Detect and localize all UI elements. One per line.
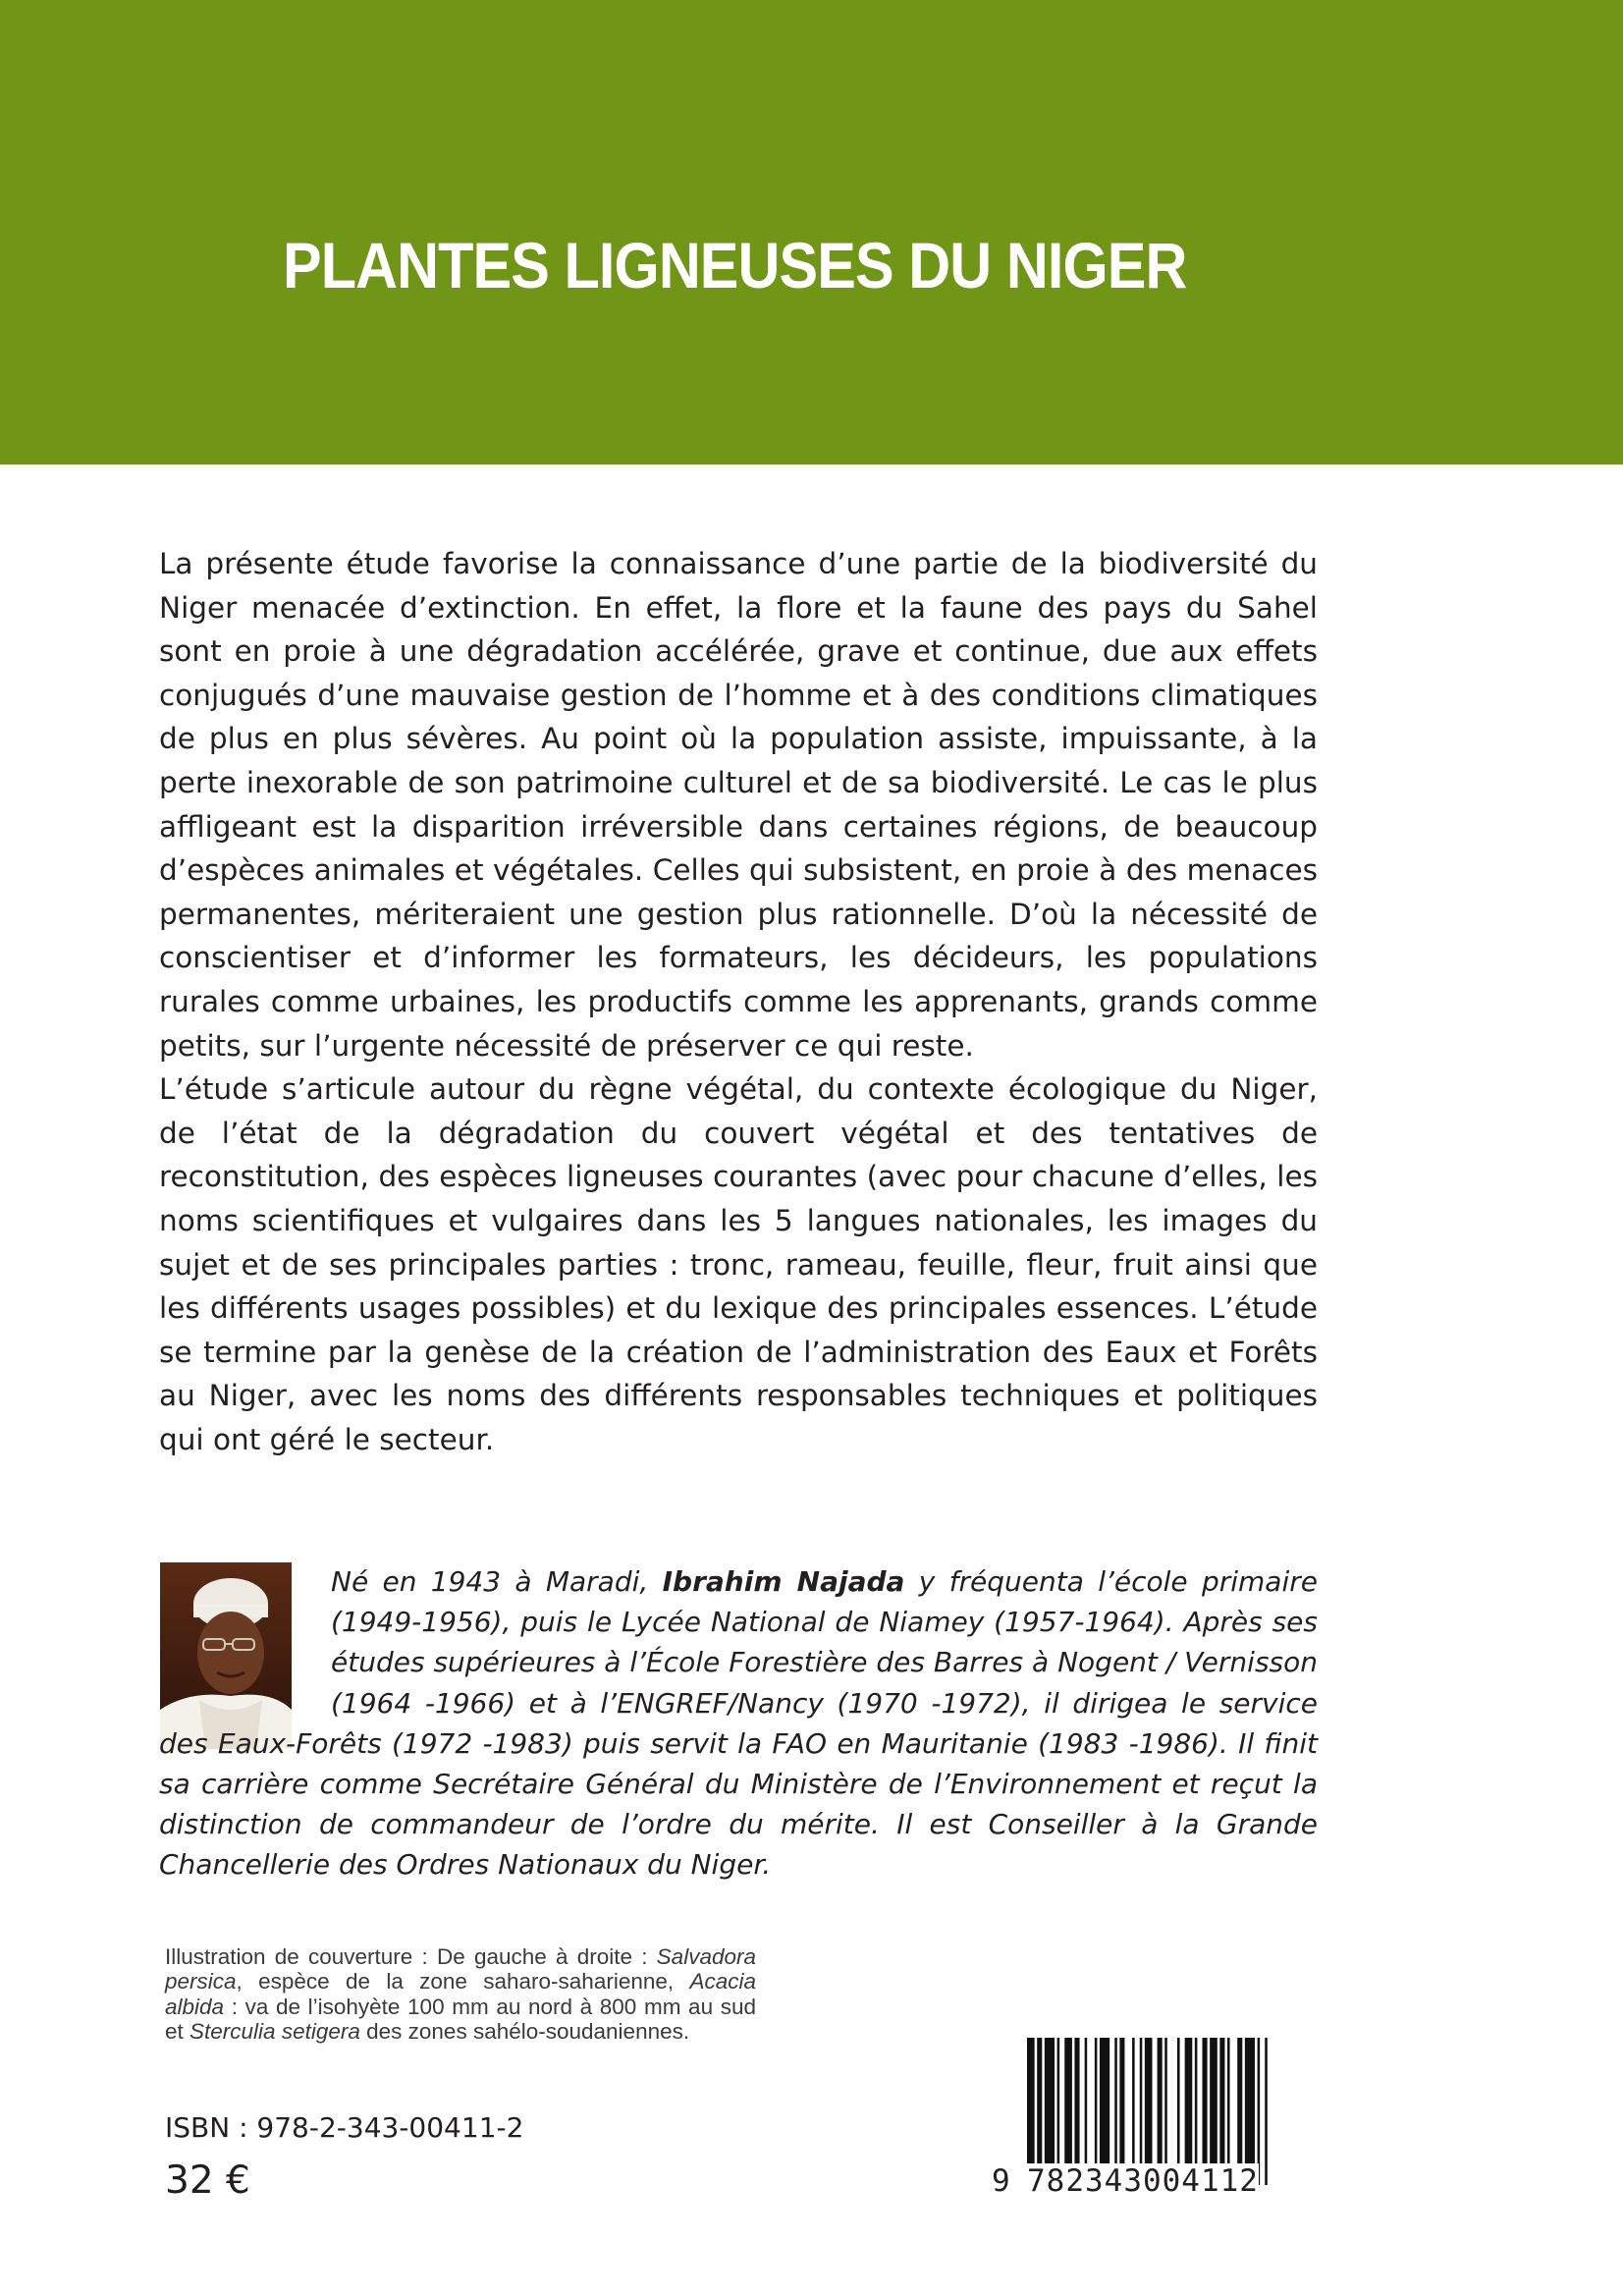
caption-text-4: des zones sahélo-soudaniennes.	[359, 2019, 690, 2045]
price: 32 €	[165, 2159, 250, 2203]
caption-text-3: : va de l’isohyète 100 mm au nord à 800 mm au sud et	[165, 1994, 756, 2045]
cover-illustration-caption	[165, 1944, 756, 2045]
barcode-digits	[992, 2163, 1335, 2203]
abstract-paragraph-2: L’étude s’articule autour du règne végétal, du contexte écologique du Niger, de l’état de la dégradation du couvert végétal et des tentatives de reconstitution, des espèces ligneuses courantes (avec pour chacune d’elles, les noms scientifiques et vulgaires dans les 5 langues nationales, les images du sujet et de ses principales parties : tronc, rameau, feuille, fleur, fruit ainsi que les différents usages possibles) et du lexique des principales essences. L’étude se termine par la genèse de la création de l’administration des Eaux et Forêts au Niger, avec les noms des différents responsables techniques et politiques qui ont géré le secteur.	[159, 1072, 1318, 1456]
bio-text-start: Né en 1943 à Maradi,	[331, 1565, 663, 1598]
caption-species-2: Acacia albida	[165, 1969, 756, 2019]
isbn: ISBN : 978-2-343-00411-2	[165, 2111, 524, 2144]
caption-species-3: Sterculia setigera	[189, 2019, 360, 2045]
bio-text-rest: y fréquenta l’école primaire (1949-1956), puis le Lycée National de Niamey (1957-1964). Après ses études supérieures à l’École Forestière des Barres à Nogent / Vernisson (1964 -1966) et à l’ENGREF/Nancy (1970 -1972), il dirigea le service des Eaux-Forêts (1972 -1983) puis servit la FAO en Mauritanie (1983 -1986). Il finit sa carrière comme Secrétaire Général du Ministère de l’Environnement et reçut la distinction de commandeur de l’ordre du mérite. Il est Conseiller à la Grande Chancellerie des Ordres Nationaux du Niger.	[159, 1565, 1318, 1882]
barcode-first-digit: 9	[992, 2163, 1010, 2199]
author-name: Ibrahim Najada	[662, 1565, 905, 1598]
caption-species-1: Salvadora persica	[165, 1944, 756, 1995]
caption-text-2: , espèce de la zone saharo-saharienne,	[236, 1969, 690, 1995]
title-band	[0, 0, 1623, 465]
barcode	[992, 2038, 1335, 2210]
abstract-paragraph-1: La présente étude favorise la connaissance d’une partie de la biodiversité du Niger menacée d’extinction. En effet, la flore et la faune des pays du Sahel sont en proie à une dégradation accélérée, grave et continue, due aux effets conjugués d’une mauvaise gestion de l’homme et à des conditions climatiques de plus en plus sévères. Au point où la population assiste, impuissante, à la perte inexorable de son patrimoine culturel et de sa biodiversité. Le cas le plus affligeant est la disparition irréversible dans certaines régions, de beaucoup d’espèces animales et végétales. Celles qui subsistent, en proie à des menaces permanentes, mériteraient une gestion plus rationnelle. D’où la nécessité de conscientiser et d’informer les formateurs, les décideurs, les populations rurales comme urbaines, les productifs comme les apprenants, grands comme petits, sur l’urgente nécessité de préserver ce qui reste.	[159, 547, 1318, 1063]
portrait-spacer	[159, 1561, 331, 1717]
barcode-number: 782343004112	[1027, 2163, 1259, 2199]
caption-text-1: Illustration de couverture : De gauche à droite :	[165, 1944, 657, 1969]
book-title: PLANTES LIGNEUSES DU NIGER	[283, 229, 1187, 301]
abstract	[159, 542, 1318, 1461]
author-bio	[159, 1561, 1318, 1886]
